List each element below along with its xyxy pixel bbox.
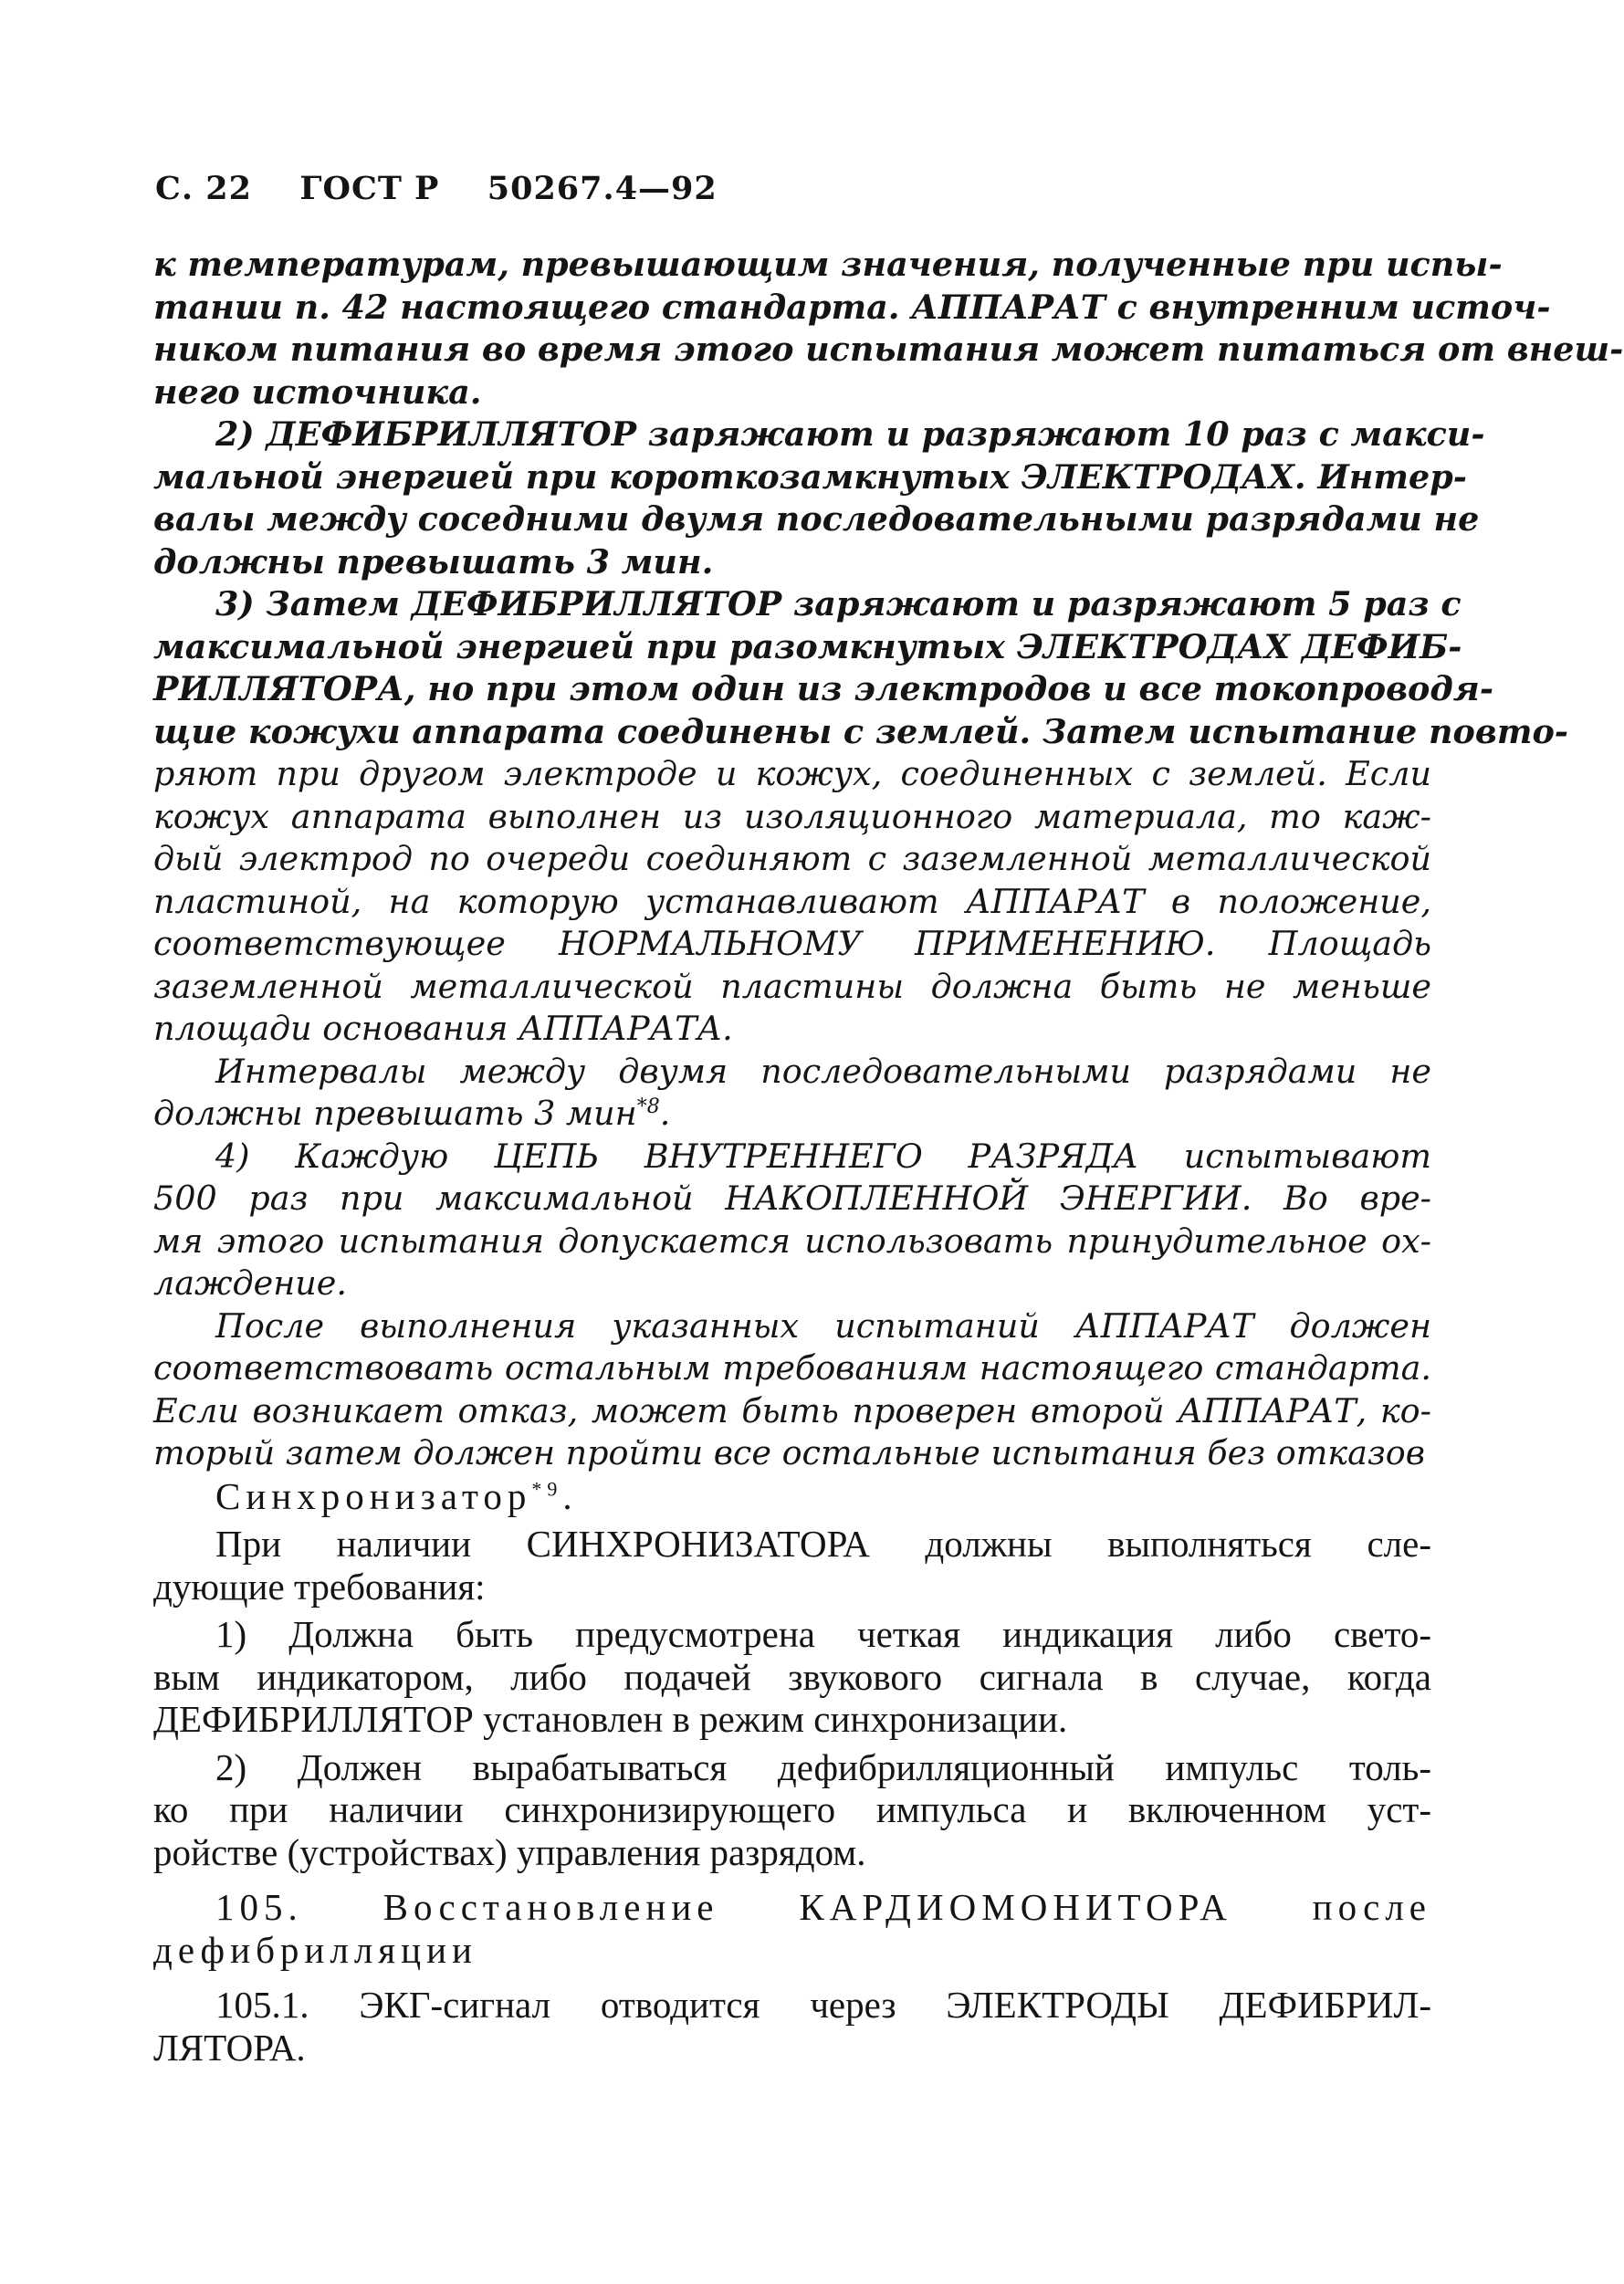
text-line: соответствующее НОРМАЛЬНОМУ ПРИМЕНЕНИЮ. Площадь bbox=[153, 924, 1431, 963]
page-header bbox=[155, 170, 718, 207]
text-line: дый электрод по очереди соединяют с заземленной металлической bbox=[153, 839, 1431, 878]
text-line: пластиной, на которую устанавливают АППАРАТ в положение, bbox=[153, 881, 1431, 921]
text-line: торый затем должен пройти все остальные испытания без отказов bbox=[153, 1433, 1425, 1472]
section-heading-sync bbox=[153, 1475, 1431, 1518]
text-line: заземленной металлической пластины должна быть не меньше bbox=[153, 966, 1431, 1006]
text-line: лаждение. bbox=[153, 1263, 347, 1303]
text-line: мя этого испытания допускается использовать принудительное ох- bbox=[153, 1221, 1431, 1261]
section-heading-105-cont: дефибрилляции bbox=[153, 1928, 477, 1971]
page-number: С. 22 bbox=[155, 170, 252, 207]
text-line: 500 раз при максимальной НАКОПЛЕННОЙ ЭНЕРГИИ. Во вре- bbox=[153, 1179, 1431, 1218]
text-line: 2) Должен вырабатываться дефибрилляционный импульс толь- bbox=[215, 1745, 1431, 1788]
text-fragment: . bbox=[562, 1474, 578, 1517]
text-line: щие кожухи аппарата соединены с землей. Затем испытание повто- bbox=[153, 711, 1568, 751]
text-line: Интервалы между двумя последовательными разрядами не bbox=[215, 1051, 1431, 1091]
text-line: площади основания АППАРАТА. bbox=[153, 1009, 733, 1048]
text-line: к температурам, превышающим значения, полученные при испы- bbox=[153, 245, 1503, 284]
text-line: вым индикатором, либо подачей звукового сигнала в случае, когда bbox=[153, 1655, 1431, 1698]
text-line: 3) Затем ДЕФИБРИЛЛЯТОР заряжают и разряжают 5 раз с bbox=[215, 584, 1462, 623]
text-line: соответствовать остальным требованиям настоящего стандарта. bbox=[153, 1348, 1431, 1388]
text-line: Если возникает отказ, может быть проверен второй АППАРАТ, ко- bbox=[153, 1390, 1431, 1430]
text-line: должны превышать 3 мин. bbox=[153, 541, 714, 581]
text-line: мальной энергией при короткозамкнутых ЭЛЕКТРОДАХ. Интер- bbox=[153, 456, 1467, 497]
text-line: После выполнения указанных испытаний АППАРАТ должен bbox=[215, 1305, 1431, 1346]
text-line: валы между соседними двумя последовательными разрядами не bbox=[153, 499, 1480, 539]
section-heading-105: 105. Восстановление КАРДИОМОНИТОРА после bbox=[215, 1886, 1431, 1928]
text-line: ряют при другом электроде и кожух, соединенных с землей. Если bbox=[153, 754, 1431, 793]
standard-number: 50267.4—92 bbox=[487, 170, 718, 207]
text-line: кожух аппарата выполнен из изоляционного материала, то каж- bbox=[153, 796, 1431, 836]
text-line: 2) ДЕФИБРИЛЛЯТОР заряжают и разряжают 10 раз с макси- bbox=[215, 414, 1485, 454]
standard-label: ГОСТ Р bbox=[299, 170, 440, 207]
text-line bbox=[153, 1093, 1431, 1136]
text-line: дующие требования: bbox=[153, 1565, 486, 1608]
text-line: максимальной энергией при разомкнутых ЭЛЕКТРОДАХ ДЕФИБ- bbox=[153, 626, 1462, 666]
text-line: РИЛЛЯТОРА, но при этом один из электродов и все токопроводя- bbox=[153, 669, 1493, 708]
text-line: ником питания во время этого испытания может питаться от внеш- bbox=[153, 330, 1624, 369]
text-fragment: должны превышать 3 мин bbox=[153, 1094, 637, 1133]
text-line: 4) Каждую ЦЕПЬ ВНУТРЕННЕГО РАЗРЯДА испытывают bbox=[215, 1136, 1431, 1176]
text-line: него источника. bbox=[153, 372, 482, 412]
text-line: ЛЯТОРА. bbox=[153, 2026, 306, 2069]
text-line: ройстве (устройствах) управления разрядом. bbox=[153, 1830, 866, 1873]
text-fragment: . bbox=[659, 1094, 671, 1133]
body-text bbox=[153, 244, 1624, 2069]
footnote-mark: *9 bbox=[531, 1476, 563, 1500]
text-line: 105.1. ЭКГ-сигнал отводится через ЭЛЕКТРОДЫ ДЕФИБРИЛ- bbox=[215, 1984, 1431, 2026]
text-line: При наличии СИНХРОНИЗАТОРА должны выполняться сле- bbox=[215, 1523, 1431, 1565]
text-line: 1) Должна быть предусмотрена четкая индикация либо свето- bbox=[215, 1613, 1431, 1655]
text-line: ко при наличии синхронизирующего импульса и включенном уст- bbox=[153, 1788, 1431, 1830]
text-line: ДЕФИБРИЛЛЯТОР установлен в режим синхронизации. bbox=[153, 1698, 1068, 1740]
text-line: тании п. 42 настоящего стандарта. АППАРАТ с внутренним источ- bbox=[153, 287, 1551, 327]
footnote-mark: *8 bbox=[636, 1095, 660, 1118]
text-fragment: Синхронизатор bbox=[215, 1474, 532, 1517]
